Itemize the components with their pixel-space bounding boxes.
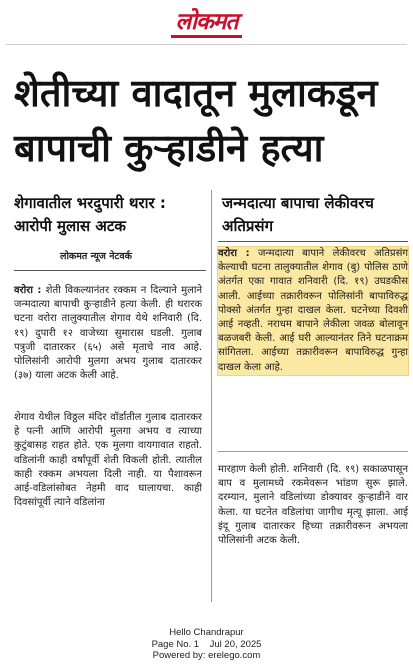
column-divider bbox=[211, 190, 212, 602]
left-subheading: शेगावातील भरदुपारी थरार : आरोपी मुलास अटक bbox=[14, 194, 166, 235]
right-section-divider bbox=[218, 451, 408, 452]
right-paragraph-1-highlighted bbox=[218, 247, 408, 375]
page-footer bbox=[0, 627, 413, 662]
right-subheading-divider bbox=[218, 241, 408, 242]
masthead bbox=[0, 6, 413, 38]
paragraph-text: शेती विकल्यानंतर रक्कम न दिल्याने मुलाने जन्मदात्या बापाची कुऱ्हाडीने हत्या केली. ही थरारक घटना वरोरा तालुक्यातील शेगाव येथे शनिवारी (दि. १९) दुपारी १२ वाजेच्या सुमारास घडली. गुलाब पत्रुजी दातारकर (६५) असे मृताचे नाव आहे. पोलिसांनी आरोपी मुलगा अभय गुलाब दातारकर (३७) याला अटक केली आहे. bbox=[14, 285, 202, 382]
footer-page-date: Page No. 1 Jul 20, 2025 bbox=[151, 638, 262, 650]
dateline: वरोरा : bbox=[14, 285, 42, 296]
right-subheading: जन्मदात्या बापाचा लेकीवरच अतिप्रसंग bbox=[222, 194, 374, 235]
left-paragraph-2: शेगाव येथील विठ्ठल मंदिर वॉर्डातील गुलाब दातारकर हे पत्नी आणि आरोपी मुलगा अभय व त्याच्या कुटुंबासह राहत होते. एक मुलगा वायगावात राहतो. वडिलांनी काही वर्षांपूर्वी शेती विकली होती. त्यातील काही रक्कम अभयला दिली नाही. या पैशावरून आई-वडिलांसोबत नेहमी वाद घालायचा. काही दिवसांपूर्वी त्याने वडिलांना bbox=[14, 412, 202, 509]
byline-divider bbox=[14, 270, 206, 271]
dateline: वरोरा : bbox=[218, 248, 250, 259]
byline: लोकमत न्यूज नेटवर्क bbox=[60, 251, 132, 262]
newspaper-logo: लोकमत bbox=[171, 9, 241, 38]
left-paragraph-1 bbox=[14, 284, 202, 383]
masthead-divider bbox=[6, 44, 407, 45]
footer-powered-by: Powered by: erelego.com bbox=[152, 650, 261, 661]
footer-edition: Hello Chandrapur bbox=[169, 627, 244, 638]
right-paragraph-2: मारहाण केली होती. शनिवारी (दि. १९) सकाळपासून बाप व मुलामध्ये रकमेवरून भांडण सुरू झाले. दरम्यान, मुलाने वडिलांच्या डोक्यावर कुऱ्हाडीने वार केला. या घटनेत वडिलांचा जागीच मृत्यू झाला. आई इंदू गुलाब दातारकर हिच्या तक्रारीवरून अभयला पोलिसांनी अटक केली. bbox=[218, 464, 408, 547]
article-headline: शेतीच्या वादातून मुलाकडून बापाची कुऱ्हाडीने हत्या bbox=[14, 71, 378, 170]
paragraph-text: जन्मदात्या बापाने लेकीवरच अतिप्रसंग केल्याची घटना तालुक्यातील शेगाव (बु) पोलिस ठाणे अंतर्गत एका गावात शनिवारी (दि. १९) उघडकीस आली. आईच्या तक्रारीवरून पोलिसांनी बापाविरुद्ध पोक्सो अंतर्गत गुन्हा दाखल केला. घटनेच्या दिवशी आई नव्हती. नराधम बापाने लेकीला जवळ बोलावून बळजबरी केली. आई घरी आल्यानंतर तिने घटनाक्रम सांगितला. आईच्या तक्रारीवरून बापाविरुद्ध गुन्हा दाखल केला आहे. bbox=[218, 248, 408, 373]
